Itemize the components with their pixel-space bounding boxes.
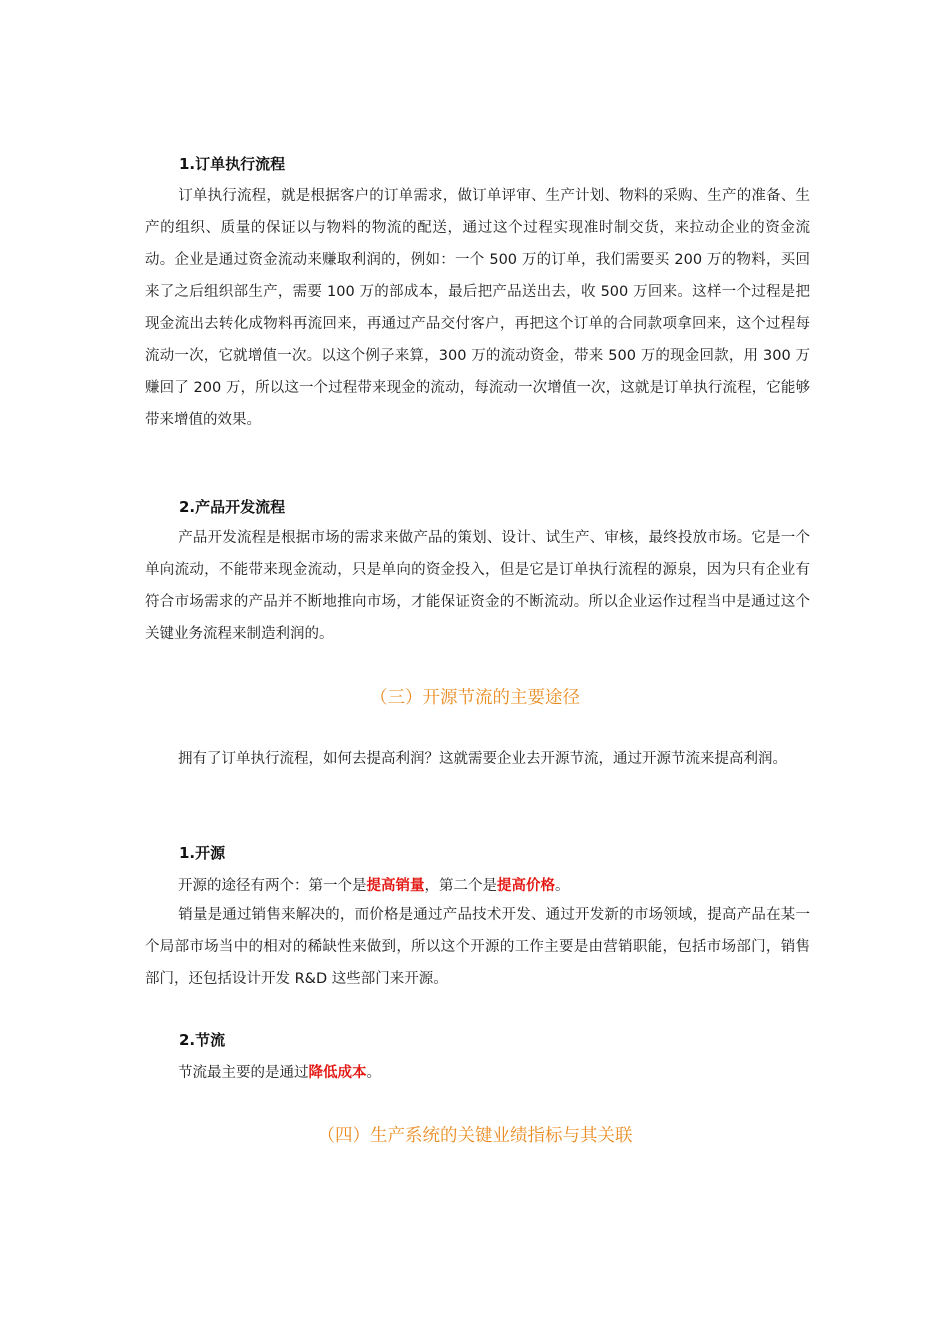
highlight-increase-price: 提高价格	[497, 878, 555, 894]
paragraph-kaiyuan-detail	[145, 899, 810, 995]
jieliu-line	[178, 1061, 810, 1082]
paragraph-intro-profit	[145, 743, 810, 775]
paragraph-order-execution-text: 订单执行流程，就是根据客户的订单需求，做订单评审、生产计划、物料的采购、生产的准备、生产的组织、质量的保证以与物料的物流的配送，通过这个过程实现准时制交货，来拉动企业的资金流动。企业是通过资金流动来赚取利润的，例如：一个 500 万的订单，我们需要买 200 万的物料，买回来了之后组织部生产，需要 100 万的部成本，最后把产品送出去，收 500 万回来。这样一个过程是把现金流出去转化成物料再流回来，再通过产品交付客户，再把这个订单的合同款项拿回来，这个过程每流动一次，它就增值一次。以这个例子来算，300 万的流动资金，带来 500 万的现金回款，用 300 万赚回了 200 万，所以这一个过程带来现金的流动，每流动一次增值一次，这就是订单执行流程，它能够带来增值的效果。	[145, 188, 810, 428]
kaiyuan-ways-end: 。	[555, 878, 570, 894]
paragraph-order-execution	[145, 180, 810, 436]
kaiyuan-ways-prefix: 开源的途径有两个：第一个是	[178, 878, 367, 894]
heading-kaiyuan: 1.开源	[179, 844, 226, 862]
kaiyuan-ways-line	[178, 874, 810, 895]
heading-product-development: 2.产品开发流程	[179, 498, 286, 516]
heading-jieliu: 2.节流	[179, 1031, 226, 1049]
paragraph-intro-profit-text: 拥有了订单执行流程，如何去提高利润？这就需要企业去开源节流，通过开源节流来提高利润。	[178, 751, 787, 767]
section-title-open-source-cut-cost: （三）开源节流的主要途径	[370, 688, 580, 708]
paragraph-kaiyuan-detail-text: 销量是通过销售来解决的，而价格是通过产品技术开发、通过开发新的市场领域，提高产品在某一个局部市场当中的相对的稀缺性来做到，所以这个开源的工作主要是由营销职能，包括市场部门，销售部门，还包括设计开发 R&D 这些部门来开源。	[145, 907, 810, 987]
paragraph-product-development	[145, 522, 810, 650]
highlight-reduce-cost: 降低成本	[308, 1065, 367, 1081]
highlight-increase-sales: 提高销量	[366, 878, 425, 894]
heading-order-execution: 1.订单执行流程	[179, 155, 286, 173]
kaiyuan-ways-middle: ，第二个是	[424, 878, 497, 894]
section-title-kpi: （四）生产系统的关键业绩指标与其关联	[317, 1126, 633, 1146]
paragraph-product-development-text: 产品开发流程是根据市场的需求来做产品的策划、设计、试生产、审核，最终投放市场。它是一个单向流动，不能带来现金流动，只是单向的资金投入，但是它是订单执行流程的源泉，因为只有企业有符合市场需求的产品并不断地推向市场，才能保证资金的不断流动。所以企业运作过程当中是通过这个关键业务流程来制造利润的。	[145, 530, 810, 642]
jieliu-prefix: 节流最主要的是通过	[178, 1065, 309, 1081]
jieliu-end: 。	[366, 1065, 381, 1081]
